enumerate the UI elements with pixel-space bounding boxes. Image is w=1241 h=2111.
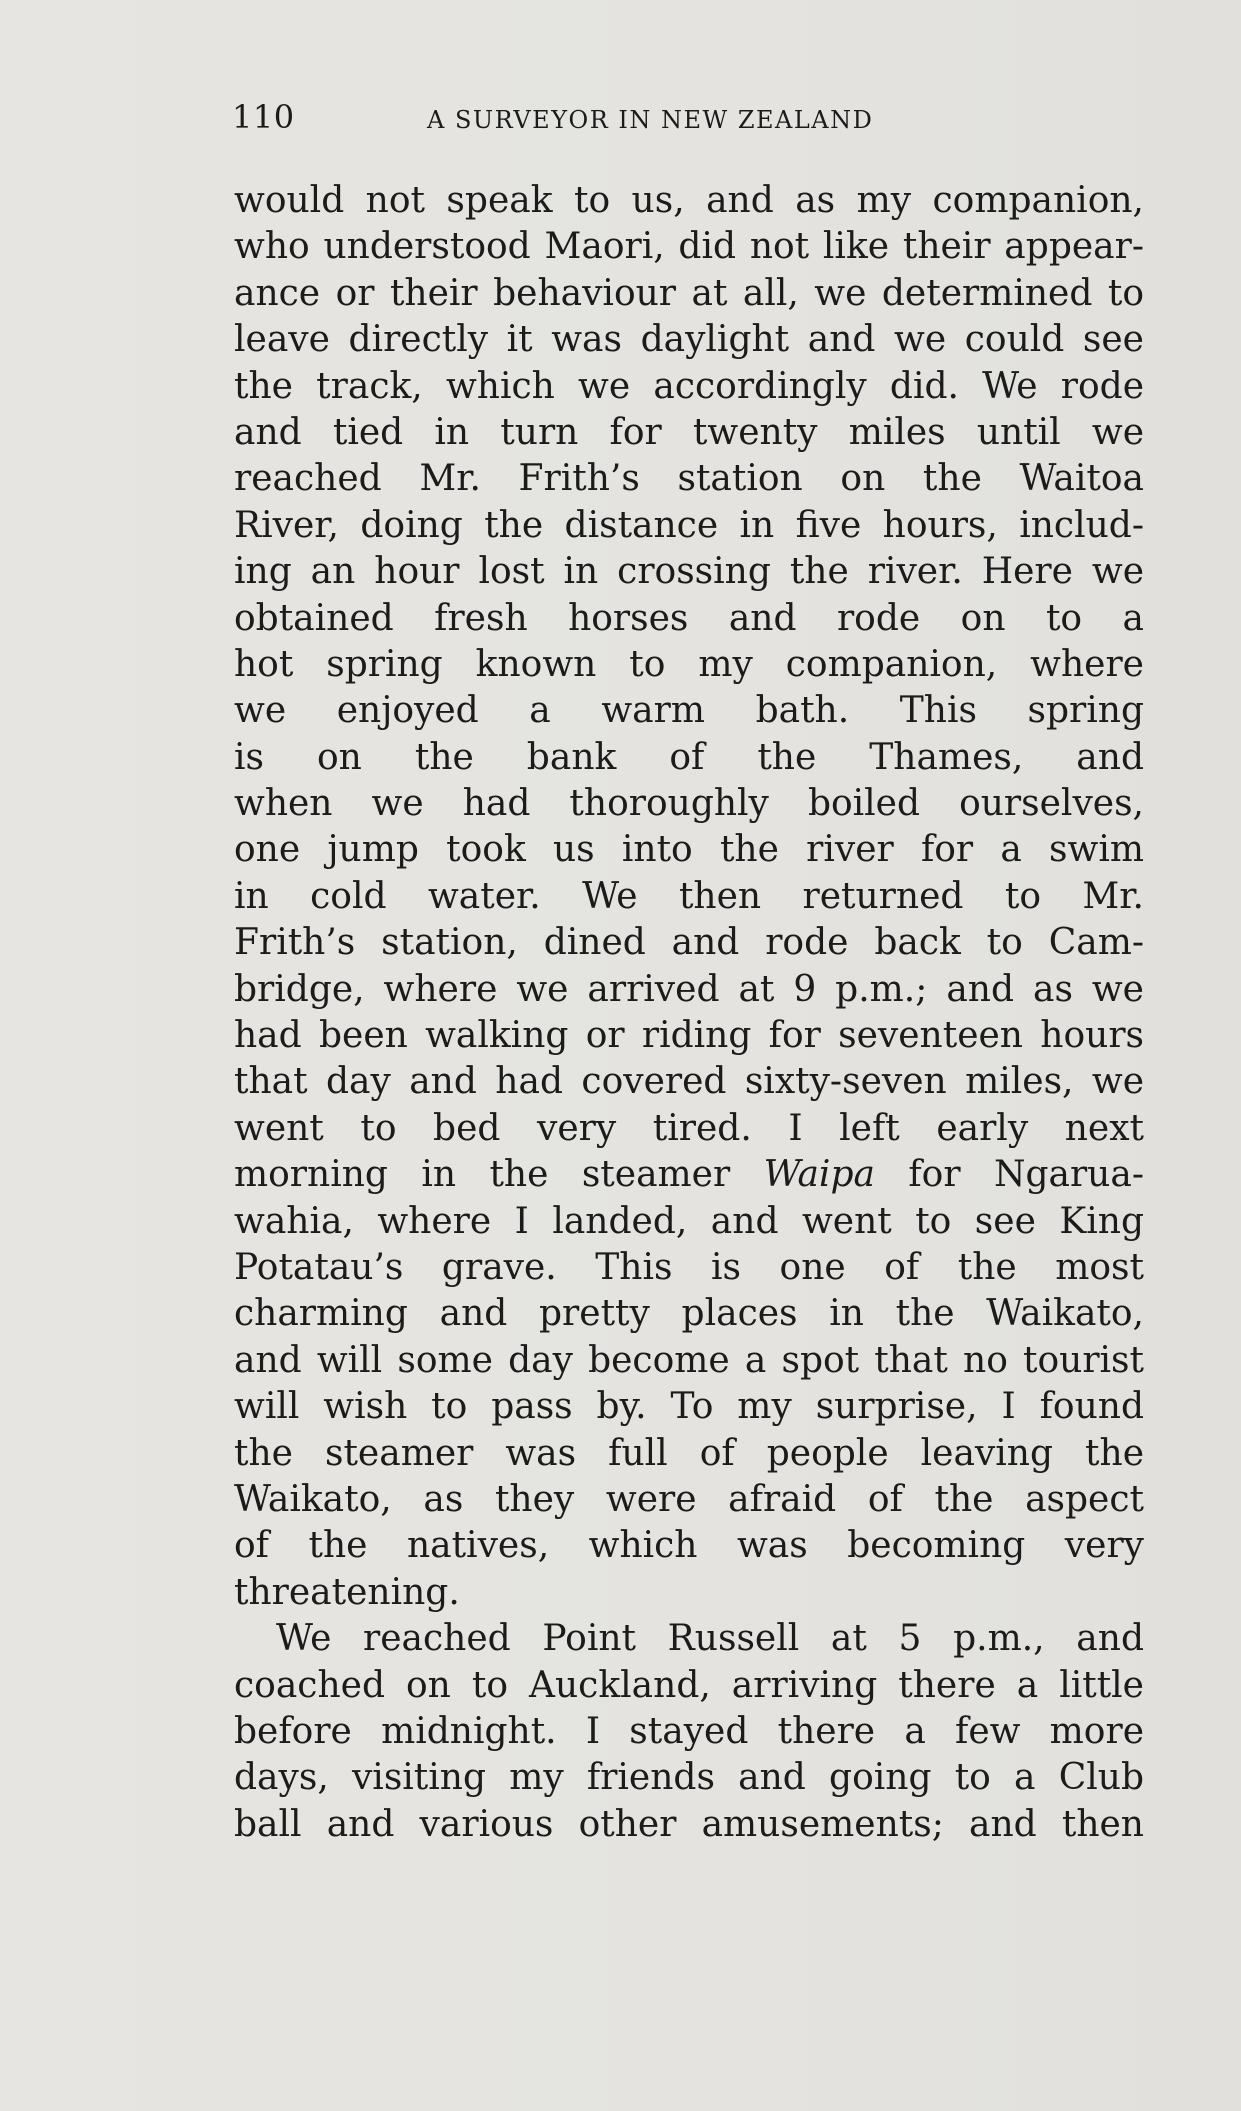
text-line: would not speak to us, and as my companion,	[234, 180, 1144, 221]
text-line: in cold water. We then returned to Mr.	[234, 875, 1144, 917]
text-segment: for Ngarua-	[874, 1154, 1144, 1196]
text-line: is on the bank of the Thames, and	[234, 736, 1144, 778]
text-line: went to bed very tired. I left early next	[234, 1107, 1144, 1149]
text-segment: morning in the steamer	[234, 1154, 764, 1196]
page-header	[232, 96, 1152, 146]
text-line: ance or their behaviour at all, we determined to	[234, 272, 1144, 314]
text-line: the steamer was full of people leaving the	[234, 1432, 1144, 1474]
text-line: and will some day become a spot that no tourist	[234, 1339, 1144, 1381]
text-line: Frith’s station, dined and rode back to Cam-	[234, 922, 1144, 964]
text-line: obtained fresh horses and rode on to a	[234, 597, 1144, 639]
text-line: leave directly it was daylight and we could see	[234, 319, 1144, 361]
text-line: charming and pretty places in the Waikato,	[234, 1293, 1144, 1335]
text-line: hot spring known to my companion, where	[234, 643, 1144, 685]
text-line: coached on to Auckland, arriving there a little	[234, 1664, 1144, 1706]
text-line: had been walking or riding for seventeen hours	[234, 1015, 1144, 1057]
text-line: will wish to pass by. To my surprise, I found	[234, 1386, 1144, 1428]
ship-name-italic: Waipa	[763, 1154, 875, 1196]
text-line: who understood Maori, did not like their appear-	[234, 226, 1144, 268]
page-number: 110	[232, 98, 295, 136]
text-line: Potatau’s grave. This is one of the most	[234, 1246, 1144, 1288]
text-line: one jump took us into the river for a swim	[234, 829, 1144, 871]
text-line: days, visiting my friends and going to a Club	[234, 1757, 1144, 1799]
running-head: A SURVEYOR IN NEW ZEALAND	[427, 106, 874, 134]
text-line: River, doing the distance in five hours, includ-	[234, 504, 1144, 546]
text-line: reached Mr. Frith’s station on the Waitoa	[234, 458, 1144, 500]
text-line: wahia, where I landed, and went to see King	[234, 1200, 1144, 1242]
text-line: ball and various other amusements; and then	[234, 1803, 1144, 1845]
text-line: Waikato, as they were afraid of the aspect	[234, 1478, 1144, 1520]
text-line: ing an hour lost in crossing the river. Here we	[234, 551, 1144, 593]
text-line: the track, which we accordingly did. We rode	[234, 365, 1144, 407]
text-line: before midnight. I stayed there a few more	[234, 1710, 1144, 1752]
text-line: and tied in turn for twenty miles until we	[234, 411, 1144, 453]
text-line: We reached Point Russell at 5 p.m., and	[276, 1618, 1144, 1660]
text-line: that day and had covered sixty-seven miles, we	[234, 1061, 1144, 1103]
body-text	[234, 178, 1144, 1848]
text-line	[234, 1152, 1144, 1198]
text-line: of the natives, which was becoming very	[234, 1525, 1144, 1567]
text-line: threatening.	[234, 1571, 460, 1613]
text-line: bridge, where we arrived at 9 p.m.; and as we	[234, 968, 1144, 1010]
text-line: when we had thoroughly boiled ourselves,	[234, 783, 1144, 825]
text-line: we enjoyed a warm bath. This spring	[234, 690, 1144, 732]
